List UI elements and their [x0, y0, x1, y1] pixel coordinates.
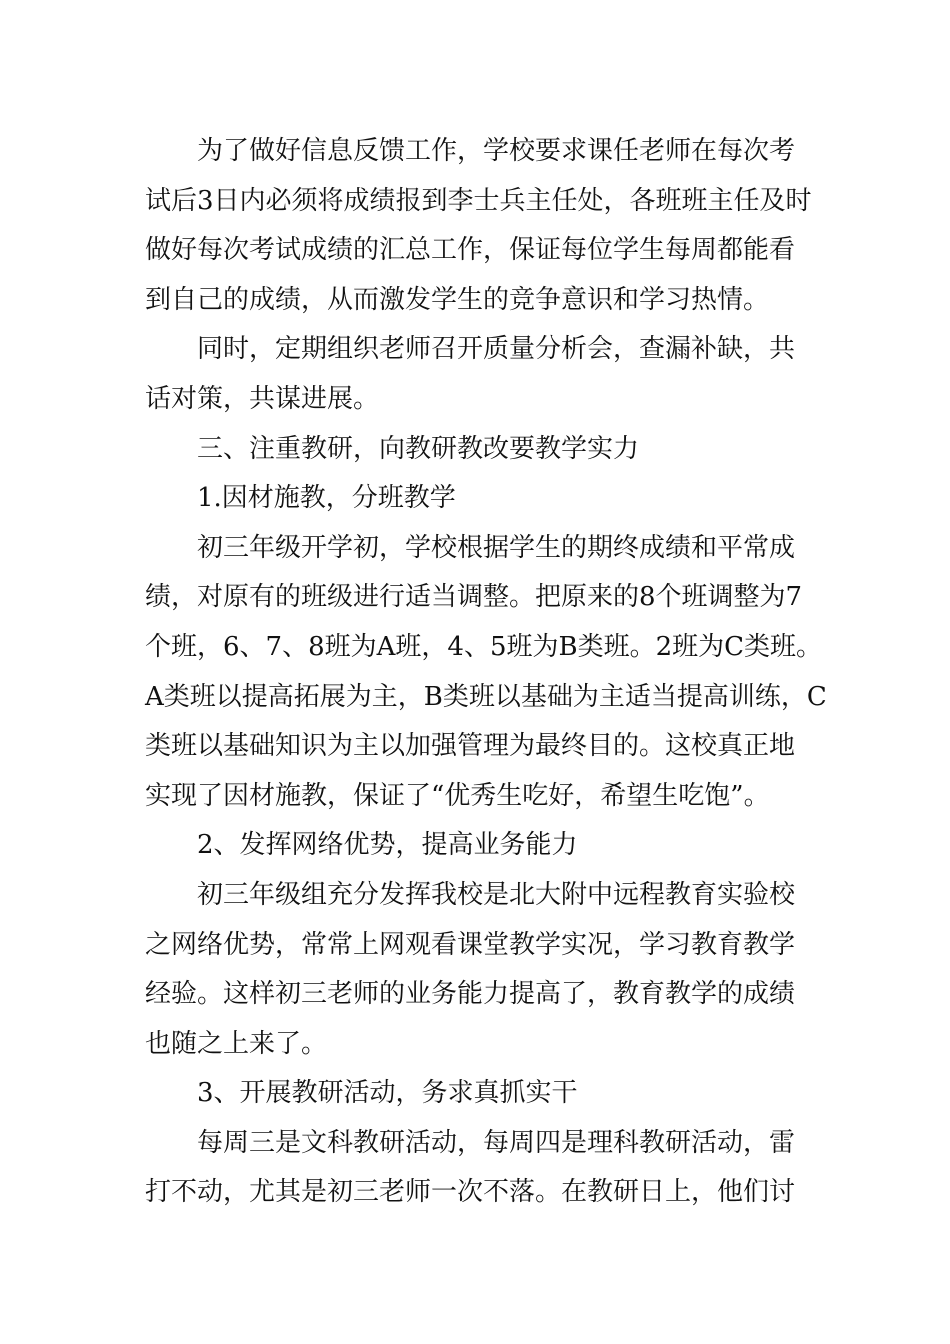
text-line: 初三年级组充分发挥我校是北大附中远程教育实验校 — [197, 879, 796, 910]
text-line: 实现了因材施教，保证了“优秀生吃好，希望生吃饱”。 — [145, 780, 770, 811]
text-line: 个班，6、7、8班为A班，4、5班为B类班。2班为C类班。 — [145, 631, 823, 662]
text-line: 同时，定期组织老师召开质量分析会，查漏补缺，共 — [197, 334, 796, 365]
section-heading: 三、注重教研，向教研教改要教学实力 — [197, 433, 640, 464]
text-line: 为了做好信息反馈工作，学校要求课任老师在每次考 — [197, 136, 796, 166]
text-line: 之网络优势，常常上网观看课堂教学实况，学习教育教学 — [145, 929, 796, 960]
text-line: 每周三是文科教研活动，每周四是理科教研活动，雷 — [197, 1127, 796, 1158]
text-line: 也随之上来了。 — [145, 1028, 328, 1059]
text-line: 到自己的成绩，从而激发学生的竞争意识和学习热情。 — [145, 284, 770, 315]
text-line: A类班以提高拓展为主，B类班以基础为主适当提高训练，C — [145, 681, 827, 712]
text-line: 初三年级开学初，学校根据学生的期终成绩和平常成 — [197, 532, 796, 563]
text-line: 绩，对原有的班级进行适当调整。把原来的8个班调整为7 — [145, 582, 803, 613]
subsection-heading: 2、发挥网络优势，提高业务能力 — [197, 830, 578, 861]
text-line: 做好每次考试成绩的汇总工作，保证每位学生每周都能看 — [145, 235, 796, 266]
text-line: 类班以基础知识为主以加强管理为最终目的。这校真正地 — [145, 731, 796, 762]
subsection-heading: 3、开展教研活动，务求真抓实干 — [197, 1078, 578, 1109]
text-line: 话对策，共谋进展。 — [145, 383, 380, 414]
subsection-heading: 1.因材施教，分班教学 — [197, 483, 456, 514]
text-line: 打不动，尤其是初三老师一次不落。在教研日上，他们讨 — [145, 1177, 796, 1208]
text-line: 经验。这样初三老师的业务能力提高了，教育教学的成绩 — [145, 979, 796, 1010]
text-line: 试后3日内必须将成绩报到李士兵主任处，各班班主任及时 — [145, 185, 812, 216]
document-body — [145, 127, 825, 1218]
